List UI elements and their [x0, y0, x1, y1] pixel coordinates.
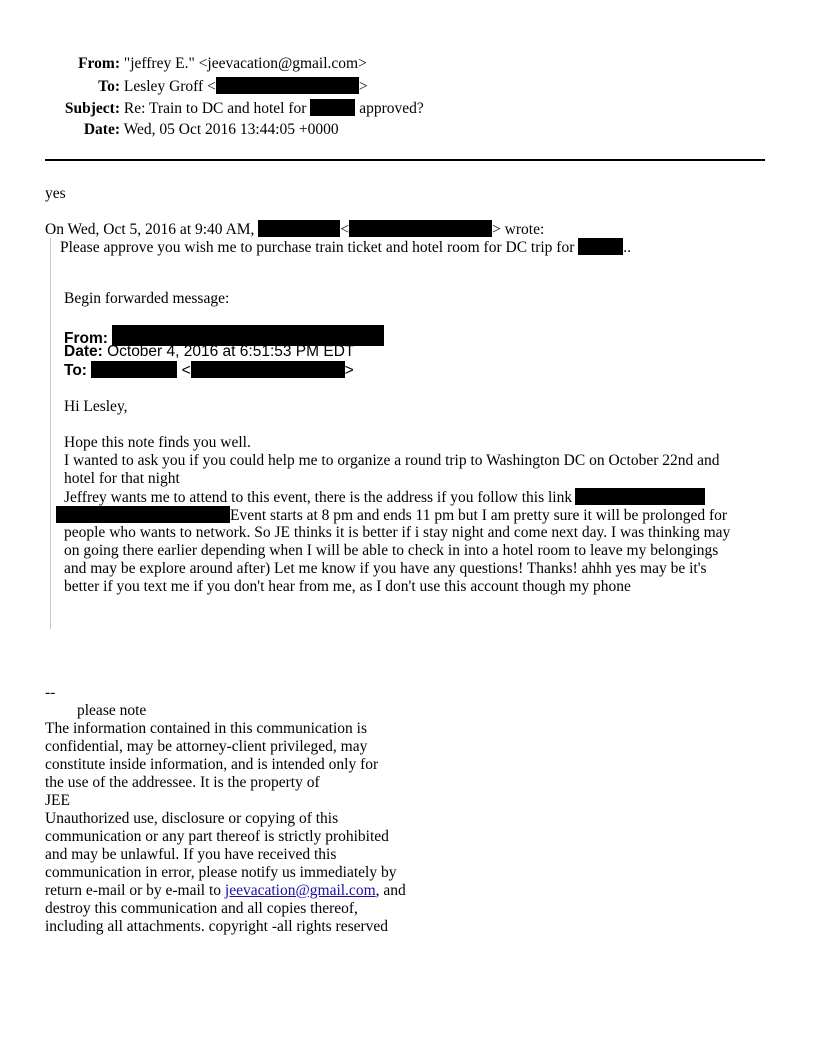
fwd-date-label: Date: [64, 343, 103, 360]
fwd-to-lt: < [181, 362, 191, 379]
to-value-suffix: > [358, 78, 368, 95]
attribution-prefix: On Wed, Oct 5, 2016 at 9:40 AM, [45, 221, 255, 238]
quoted-request [60, 238, 631, 257]
body-line-1: Hope this note finds you well. [64, 434, 251, 451]
body-line-3: hotel for that night [64, 470, 180, 487]
disclaimer-line: communication or any part thereof is strictly prohibited [45, 828, 389, 845]
body-line-5 [56, 506, 727, 525]
fwd-to-label: To: [64, 362, 87, 379]
body-line-4-text: Jeffrey wants me to attend to this event, there is the address if you follow this link [64, 489, 573, 506]
redaction-link-part2 [56, 506, 230, 523]
attribution-suffix: > wrote: [492, 221, 545, 238]
redaction-subject [310, 99, 355, 116]
email-suffix: , and [375, 882, 406, 899]
redaction-sender-email [349, 220, 492, 237]
header-to-row [0, 77, 368, 96]
fwd-to-row [64, 361, 354, 380]
email-prefix: return e-mail or by e-mail to [45, 882, 222, 899]
redaction-sender-name [258, 220, 340, 237]
body-line-8: and may be explore around after) Let me know if you have any questions! Thanks! ahhh yes may be it's [64, 560, 707, 577]
body-line-9: better if you text me if you don't hear from me, as I don't use this account though my phone [64, 578, 631, 595]
redaction-request [578, 238, 623, 255]
disclaimer-line: confidential, may be attorney-client privileged, may [45, 738, 368, 755]
header-from-row [0, 55, 367, 73]
date-value: Wed, 05 Oct 2016 13:44:05 +0000 [123, 121, 339, 138]
fwd-date-row [64, 343, 354, 361]
disclaimer-line: The information contained in this communication is [45, 720, 367, 737]
redaction-fwd-to-name [91, 361, 177, 378]
body-line-7: on going there earlier depending when I will be able to check in into a hotel room to leave my belongings [64, 542, 719, 559]
disclaimer-line: Unauthorized use, disclosure or copying of this [45, 810, 339, 827]
header-date-row [0, 121, 339, 139]
email-link[interactable]: jeevacation@gmail.com [224, 882, 376, 899]
disclaimer-line: including all attachments. copyright -all rights reserved [45, 918, 389, 935]
date-label: Date: [83, 121, 120, 138]
fwd-date-value: October 4, 2016 at 6:51:53 PM EDT [107, 343, 355, 360]
request-suffix: .. [623, 239, 632, 256]
header-subject-row [0, 99, 424, 118]
disclaimer-line: JEE [45, 792, 70, 809]
fwd-from-label: From: [64, 330, 108, 347]
subject-label: Subject: [64, 100, 120, 117]
body-line-5-text: Event starts at 8 pm and ends 11 pm but I am pretty sure it will be prolonged for [230, 507, 728, 524]
request-text: Please approve you wish me to purchase train ticket and hotel room for DC trip for [60, 239, 575, 256]
reply-text: yes [45, 185, 66, 202]
body-line-2: I wanted to ask you if you could help me to organize a round trip to Washington DC on October 22nd and [64, 452, 720, 469]
forward-heading: Begin forwarded message: [64, 290, 230, 307]
reply-attribution [45, 220, 544, 239]
subject-prefix: Re: Train to DC and hotel for [123, 100, 307, 117]
redaction-link-part1 [575, 488, 705, 505]
body-line-6: people who wants to network. So JE thinks it is better if i stay night and come next day. I was thinking may [64, 524, 731, 541]
redaction-to-email [216, 77, 359, 94]
disclaimer-line: destroy this communication and all copies thereof, [45, 900, 358, 917]
body-line-4 [64, 488, 705, 507]
disclaimer-line: communication in error, please notify us immediately by [45, 864, 397, 881]
signature-dashes: -- [45, 684, 56, 701]
attribution-lt: < [340, 221, 350, 238]
disclaimer-email-line [45, 882, 406, 900]
to-label: To: [98, 78, 120, 95]
greeting: Hi Lesley, [64, 398, 128, 415]
redaction-fwd-to-email [191, 361, 345, 378]
disclaimer-line: constitute inside information, and is intended only for [45, 756, 379, 773]
disclaimer-line: the use of the addressee. It is the property of [45, 774, 320, 791]
quote-bar [50, 238, 51, 629]
to-value-prefix: Lesley Groff < [123, 78, 216, 95]
fwd-to-gt: > [344, 362, 354, 379]
header-divider [45, 159, 765, 161]
from-value: "jeffrey E." <jeevacation@gmail.com> [123, 55, 367, 72]
signature-note: please note [77, 702, 147, 719]
subject-suffix: approved? [359, 100, 424, 117]
disclaimer-line: and may be unlawful. If you have received this [45, 846, 337, 863]
from-label: From: [78, 55, 120, 72]
